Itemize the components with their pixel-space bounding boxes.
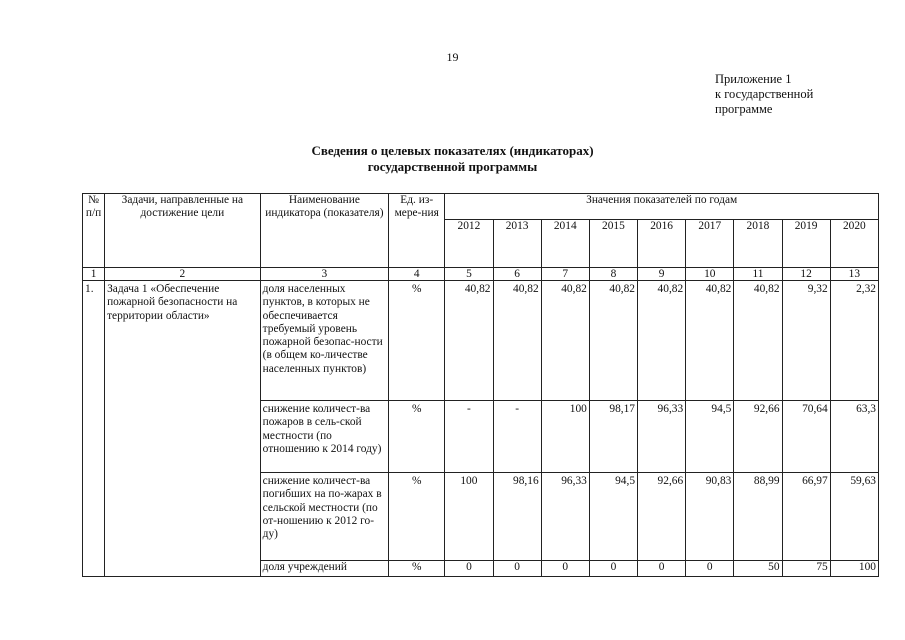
column-number: 11 — [734, 268, 782, 281]
unit-cell: % — [389, 281, 445, 401]
value-cell: 0 — [493, 561, 541, 577]
column-number: 10 — [686, 268, 734, 281]
value-cell: 98,17 — [589, 401, 637, 473]
column-number: 12 — [782, 268, 830, 281]
value-cell: 40,82 — [686, 281, 734, 401]
column-number: 2 — [105, 268, 261, 281]
appendix-note — [715, 72, 813, 117]
value-cell: 40,82 — [589, 281, 637, 401]
value-cell: 96,33 — [638, 401, 686, 473]
table-row — [83, 281, 879, 401]
value-cell: 96,33 — [541, 473, 589, 561]
value-cell: 75 — [782, 561, 830, 577]
value-cell: 92,66 — [734, 401, 782, 473]
column-number: 13 — [830, 268, 878, 281]
appendix-line-3: программе — [715, 102, 773, 116]
row-number: 1. — [83, 281, 105, 577]
header-year: 2017 — [686, 220, 734, 268]
value-cell: 0 — [589, 561, 637, 577]
appendix-line-1: Приложение 1 — [715, 72, 792, 86]
title-line-1: Сведения о целевых показателях (индикаторах) — [311, 143, 594, 158]
value-cell: 0 — [541, 561, 589, 577]
column-number: 4 — [389, 268, 445, 281]
value-cell: 2,32 — [830, 281, 878, 401]
value-cell: 0 — [686, 561, 734, 577]
column-number: 5 — [445, 268, 493, 281]
header-year: 2016 — [638, 220, 686, 268]
header-indicator: Наименование индикатора (показателя) — [260, 194, 388, 268]
indicator-cell: снижение количест-ва пожаров в сель-ской местности (по отношению к 2014 году) — [260, 401, 388, 473]
header-values-by-year: Значения показателей по годам — [445, 194, 879, 220]
value-cell: 88,99 — [734, 473, 782, 561]
column-number: 8 — [589, 268, 637, 281]
title-line-2: государственной программы — [367, 159, 538, 174]
document-title — [0, 143, 905, 175]
value-cell: 98,16 — [493, 473, 541, 561]
column-number-row — [83, 268, 879, 281]
header-num: № п/п — [83, 194, 105, 268]
header-year: 2014 — [541, 220, 589, 268]
column-number: 9 — [638, 268, 686, 281]
indicator-cell: доля учреждений — [260, 561, 388, 577]
unit-cell: % — [389, 561, 445, 577]
value-cell: 94,5 — [686, 401, 734, 473]
indicator-cell: доля населенных пунктов, в которых не обеспечивается требуемый уровень пожарной безопас-ности (в общем ко-личестве населенных пунктов) — [260, 281, 388, 401]
value-cell: 0 — [445, 561, 493, 577]
value-cell: 59,63 — [830, 473, 878, 561]
value-cell: 50 — [734, 561, 782, 577]
appendix-line-2: к государственной — [715, 87, 814, 101]
unit-cell: % — [389, 401, 445, 473]
column-number: 1 — [83, 268, 105, 281]
value-cell: 40,82 — [541, 281, 589, 401]
column-number: 6 — [493, 268, 541, 281]
header-task: Задачи, направленные на достижение цели — [105, 194, 261, 268]
value-cell: 63,3 — [830, 401, 878, 473]
value-cell: 0 — [638, 561, 686, 577]
value-cell: 70,64 — [782, 401, 830, 473]
header-year: 2015 — [589, 220, 637, 268]
value-cell: 40,82 — [734, 281, 782, 401]
value-cell: - — [445, 401, 493, 473]
value-cell: 40,82 — [638, 281, 686, 401]
value-cell: 90,83 — [686, 473, 734, 561]
indicators-table — [82, 193, 879, 577]
value-cell: 40,82 — [493, 281, 541, 401]
header-year: 2018 — [734, 220, 782, 268]
page-number: 19 — [446, 50, 459, 64]
value-cell: 100 — [830, 561, 878, 577]
task-cell: Задача 1 «Обеспечение пожарной безопасности на территории области» — [105, 281, 261, 577]
header-year: 2020 — [830, 220, 878, 268]
value-cell: 100 — [541, 401, 589, 473]
value-cell: 100 — [445, 473, 493, 561]
indicator-cell: снижение количест-ва погибших на по-жарах в сельской местности (по от-ношению к 2012 го-ду) — [260, 473, 388, 561]
header-year: 2019 — [782, 220, 830, 268]
value-cell: 92,66 — [638, 473, 686, 561]
header-unit: Ед. из-мере-ния — [389, 194, 445, 268]
unit-cell: % — [389, 473, 445, 561]
value-cell: 66,97 — [782, 473, 830, 561]
column-number: 3 — [260, 268, 388, 281]
value-cell: - — [493, 401, 541, 473]
header-year: 2012 — [445, 220, 493, 268]
value-cell: 40,82 — [445, 281, 493, 401]
value-cell: 9,32 — [782, 281, 830, 401]
value-cell: 94,5 — [589, 473, 637, 561]
header-year: 2013 — [493, 220, 541, 268]
column-number: 7 — [541, 268, 589, 281]
